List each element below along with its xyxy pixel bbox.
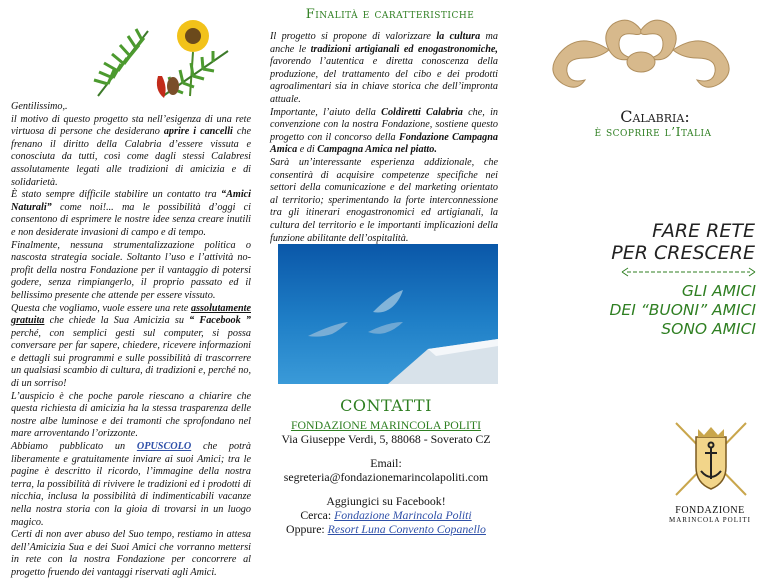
search-line: Cerca: Fondazione Marincola Politi — [300, 508, 472, 522]
foundation-logo-text: FONDAZIONE MARINCOLA POLITI — [669, 505, 751, 524]
paragraph: L’auspicio è che poche parole riescano a chiarire che questa richiesta di amicizia ha la stessa trasparenza delle nostre albe luminose e dei tramonti che sprofondano nel mare arroventando l’orizzonte. — [11, 390, 251, 440]
paragraph: È stato sempre difficile stabilire un contatto tra “Amici Naturali” come noi!... ma le possibilità d’oggi ci consentono di esprimere le nostre idee senza creare inutili e non desiderate invasioni di campo e di tempo. — [11, 189, 251, 238]
facebook-line: Aggiungici su Facebook! — [326, 494, 446, 508]
paragraph: Importante, l’aiuto della Coldiretti Calabria che, in convenzione con la nostra Fondazione, sostiene questo progetto con il concorso della Fondazione Campagna Amica e di Campagna Amica nel piatto. — [270, 106, 499, 156]
friends-slogan — [560, 282, 756, 339]
paragraph: il motivo di questo progetto sta nell’esigenza di una rete virtuosa di persone che desiderano aprire i cancelli che frenano il diritto della Calabria d’essere vissuta e conosciuta da tutti, così come dagli stessi Calabresi assolutamente legati alle tradizioni di amicizia e di solidarietà. — [11, 113, 251, 188]
paragraph: Finalmente, nessuna strumentalizzazione politica o nascosta strategia sociale. Soltanto l’uso e l’attività no-profit della nostra Fondazione per il vantaggio di potersi godere, senza rimpiangerlo, il proprio passato ed il bellissimo presente che attende per essere vissuto. — [11, 239, 251, 301]
org-name: FONDAZIONE MARINCOLA POLITI — [290, 418, 482, 432]
paragraph: Sarà un’interessante esperienza addizionale, che consentirà di acquisire competenze specifiche nei settori della comunicazione e del marketing orientato al territorio; sperimentando la forte interconnessione tra gli itinerari enogastronomici ed artigianali, la cultura del territorio e le importanti implicazioni della funzione abilitante dell’ospitalità. — [270, 156, 498, 244]
region-subtitle: è scoprire l’Italia — [594, 124, 712, 139]
friends-line: GLI AMICI — [681, 282, 756, 300]
paragraph: Certi di non aver abuso del Suo tempo, restiamo in attesa dell’Amicizia Sua e dei Suoi Amici che vorranno mettersi in rete con la nostra Fondazione per concorrere al progetto fruendo dei vantaggi riservati agli Amici. — [11, 529, 251, 578]
greeting: Gentilissimo,. — [11, 101, 68, 112]
facebook-search-link[interactable]: Fondazione Marincola Politi — [334, 508, 472, 522]
chili-pepper-icon — [157, 76, 179, 98]
sunflower-fern-illustration — [78, 6, 248, 101]
sunflower-icon — [177, 20, 209, 96]
email-link[interactable]: segreteria@fondazionemarincolapoliti.com — [283, 470, 489, 484]
dolphins-photo — [278, 244, 498, 384]
region-title: Calabria: — [620, 107, 690, 126]
paragraph: Abbiamo pubblicato un OPUSCOLO che potrà liberamente e gratuitamente inviare ai suoi Amici; tra le pagine è descritto il ricordo, l’immagine della nostra terra, la possibilità di rivivere le tradizioni ed i prodotti di nicchia, inclusa la possibilità di indimenticabili vacanze nella nostra storia con la gioia di trovarsi in un luogo magico. — [11, 441, 251, 528]
fern-leaf-icon — [94, 29, 148, 96]
scroll-ornament-icon — [535, 10, 747, 90]
double-arrow-icon — [621, 267, 756, 277]
slogan-line: FARE RETE — [652, 220, 755, 242]
paragraph: Questa che vogliamo, vuole essere una rete assolutamente gratuita che chiede la Sua Amicizia su “ Facebook ” perché, con semplici gesti sul computer, si possa conversare per far sapere, chiedere, ricevere informazioni e dettagli sui programmi e sulle possibilità di trascorrere un qualsiasi scambio di cultura, di tradizioni e, perché no, di un sorriso! — [11, 302, 251, 390]
section-heading: Finalità e caratteristiche — [305, 7, 475, 22]
paragraph: Il progetto si propone di valorizzare la cultura ma anche le tradizioni artigianali ed enogastronomiche, favorendo l’autentica e diretta conoscenza della produzione, del trattamento del cibo e dei prodotti agroalimentari sia in chiave storica che dell’impronta attuale. — [270, 31, 499, 105]
contacts-block — [276, 418, 496, 536]
slogan-line: PER CRESCERE — [611, 242, 755, 264]
email-label: Email: — [370, 456, 402, 470]
slogan — [585, 220, 755, 264]
resort-link[interactable]: Resort Luna Convento Copanello — [327, 522, 486, 536]
intro-letter — [11, 101, 251, 580]
friends-line: DEI “BUONI” AMICI — [609, 301, 756, 319]
opuscolo-link[interactable]: OPUSCOLO — [136, 441, 192, 453]
friends-line: SONO AMICI — [661, 320, 756, 338]
foundation-crest-icon — [668, 415, 754, 501]
contacts-heading: CONTATTI — [340, 396, 432, 415]
alternative-line: Oppure: Resort Luna Convento Copanello — [286, 522, 486, 536]
project-description — [270, 31, 498, 245]
address: Via Giuseppe Verdi, 5, 88068 - Soverato CZ — [281, 432, 491, 446]
